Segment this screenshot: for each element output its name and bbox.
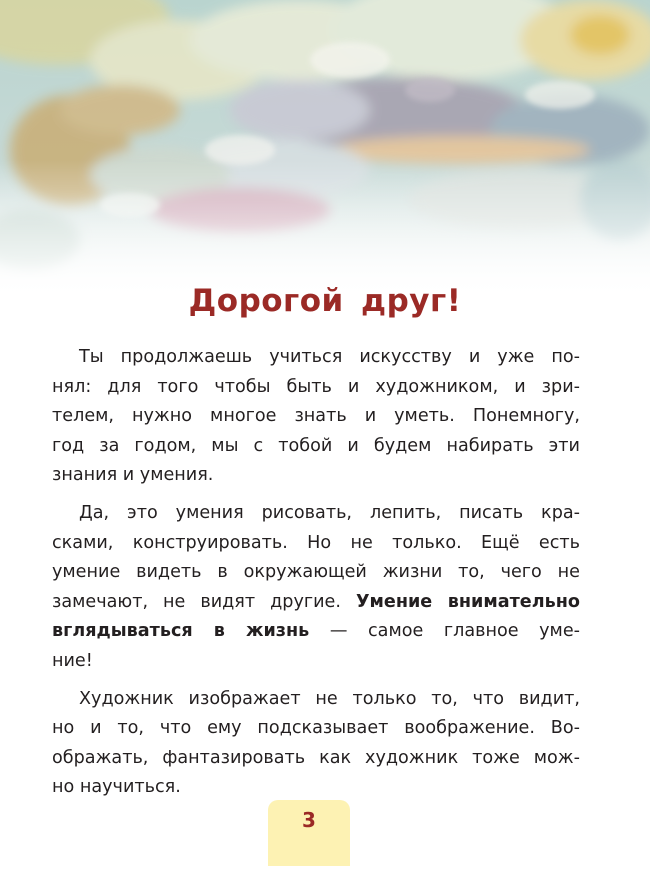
- text-line: знания и умения.: [52, 465, 214, 486]
- text-line: год за годом, мы с тобой и будем набирать эти: [52, 435, 580, 456]
- text-line: Да, это умения рисовать, лепить, писать кра-: [79, 502, 580, 523]
- text-line: нял: для того чтобы быть и художником, и зри-: [52, 376, 580, 397]
- text-line: [52, 588, 580, 618]
- text-line: ние!: [52, 650, 93, 671]
- text-line: Художник изображает не только то, что видит,: [79, 688, 580, 709]
- text-line: но и то, что ему подсказывает воображение. Во-: [52, 718, 580, 739]
- body-text: [52, 343, 580, 811]
- text-line: ображать, фантазировать как художник тоже мож-: [52, 747, 580, 768]
- text-bold: вглядываться в жизнь: [52, 621, 310, 642]
- paragraph-3: [52, 685, 580, 803]
- text-line: умение видеть в окружающей жизни то, чего не: [52, 562, 580, 583]
- text-normal: — самое главное уме-: [309, 621, 580, 642]
- sky-watercolor-illustration: [0, 0, 650, 300]
- paragraph-1: [52, 343, 580, 491]
- text-normal: замечают, не видят другие.: [52, 591, 356, 612]
- text-line: Ты продолжаешь учиться искусству и уже по-: [79, 347, 580, 367]
- text-bold: Умение внимательно: [355, 591, 580, 612]
- text-line: [52, 617, 580, 647]
- page-number: 3: [302, 808, 316, 832]
- text-line: телем, нужно многое знать и уметь. Понемногу,: [52, 406, 580, 427]
- text-line: сками, конструировать. Но не только. Ещё есть: [52, 532, 580, 553]
- page-title: Дорогой друг!: [188, 283, 462, 319]
- paragraph-2: [52, 499, 580, 677]
- text-line: но научиться.: [52, 777, 181, 798]
- page-number-badge: [268, 800, 350, 866]
